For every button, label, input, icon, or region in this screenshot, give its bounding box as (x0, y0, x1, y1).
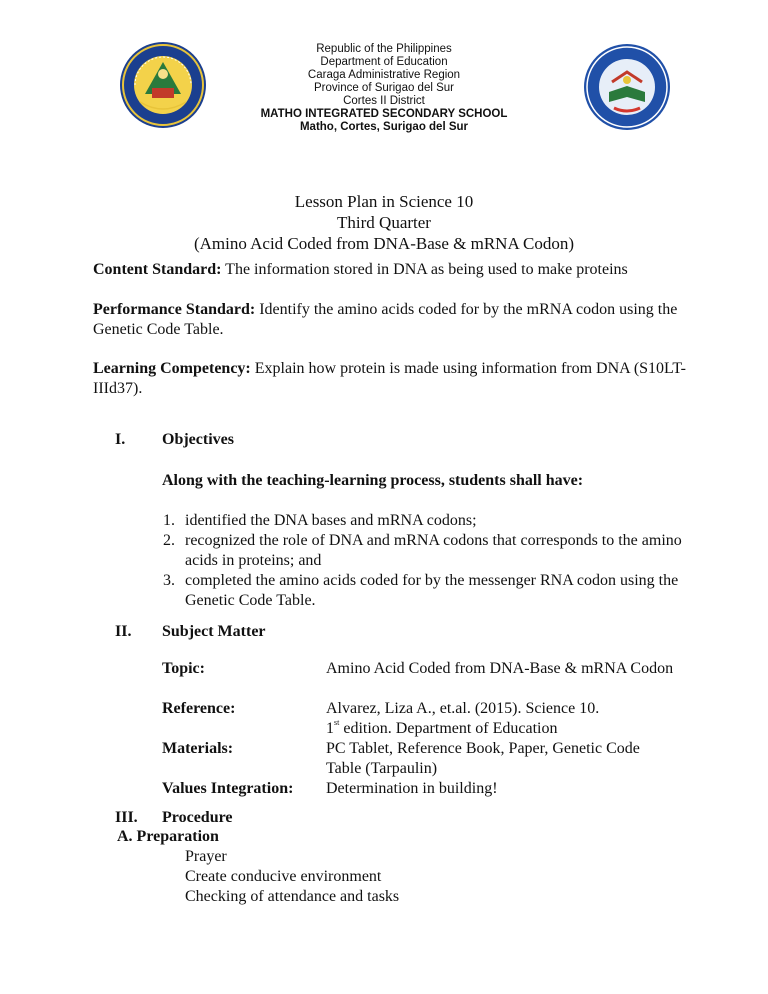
objectives-intro: Along with the teaching-learning process, students shall have: (162, 472, 584, 489)
header-line-department: Department of Education (320, 56, 448, 68)
content-standard-text: The information stored in DNA as being used to make proteins (221, 261, 628, 278)
header-line-republic: Republic of the Philippines (316, 43, 452, 55)
procedure-numeral: III. (115, 809, 138, 826)
preparation-list (185, 847, 585, 907)
performance-standard (93, 300, 683, 340)
list-item: Prayer (185, 848, 227, 865)
reference-value: Alvarez, Liza A., et.al. (2015). Science 10. 1st edition. Department of Education (326, 700, 600, 737)
reference-label: Reference: (162, 700, 236, 717)
content-standard-label: Content Standard: (93, 261, 222, 278)
subject-matter-heading: Subject Matter (162, 623, 266, 640)
content-standard (93, 260, 693, 280)
title-line-3: (Amino Acid Coded from DNA-Base & mRNA Codon) (193, 234, 575, 253)
objectives-numeral: I. (115, 431, 126, 448)
preparation-heading: A. Preparation (117, 828, 219, 845)
header-school-name: MATHO INTEGRATED SECONDARY SCHOOL (260, 108, 508, 120)
objectives-list (163, 511, 683, 611)
lesson-title (0, 191, 768, 254)
title-line-2: Third Quarter (337, 213, 431, 232)
list-item: 2. recognized the role of DNA and mRNA codons that corresponds to the amino acids in proteins; and (163, 532, 682, 569)
values-integration-value: Determination in building! (326, 780, 498, 797)
letterhead (0, 43, 768, 134)
list-item: 1. identified the DNA bases and mRNA codons; (163, 512, 477, 529)
list-item: Create conducive environment (185, 868, 382, 885)
learning-competency-text: Explain how protein is made using information from DNA (S10LT-IIId37). (93, 360, 686, 397)
learning-competency-label: Learning Competency: (93, 360, 251, 377)
subject-matter-numeral: II. (115, 623, 132, 640)
learning-competency (93, 359, 693, 399)
objectives-heading: Objectives (162, 431, 234, 448)
header-line-region: Caraga Administrative Region (307, 69, 461, 81)
list-item: Checking of attendance and tasks (185, 888, 400, 905)
header-line-district: Cortes II District (343, 95, 425, 107)
topic-label: Topic: (162, 660, 205, 677)
materials-value: PC Tablet, Reference Book, Paper, Genetic Code Table (Tarpaulin) (326, 740, 640, 777)
list-item: 3. completed the amino acids coded for by the messenger RNA codon using the Genetic Code Table. (163, 572, 679, 609)
performance-standard-label: Performance Standard: (93, 301, 256, 318)
header-line-province: Province of Surigao del Sur (314, 82, 454, 94)
header-school-address: Matho, Cortes, Surigao del Sur (299, 121, 469, 133)
performance-standard-text: Identify the amino acids coded for by the mRNA codon using the Genetic Code Table. (93, 301, 678, 338)
title-line-1: Lesson Plan in Science 10 (294, 192, 474, 211)
subject-matter-table (162, 659, 682, 799)
topic-value: Amino Acid Coded from DNA-Base & mRNA Codon (326, 660, 674, 677)
procedure-heading: Procedure (162, 809, 233, 826)
materials-label: Materials: (162, 740, 234, 757)
values-integration-label: Values Integration: (162, 780, 294, 797)
